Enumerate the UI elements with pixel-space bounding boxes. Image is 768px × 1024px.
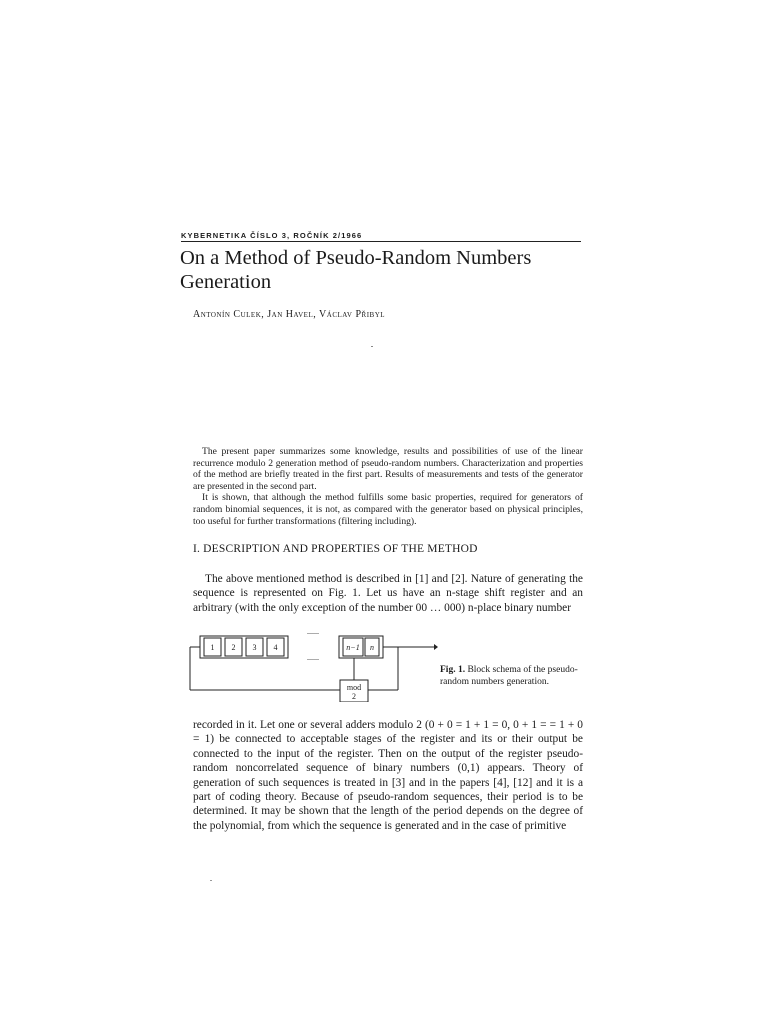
stray-speck (210, 880, 212, 881)
body-paragraph-1-continued (193, 718, 583, 833)
dots-top: ...... (307, 630, 319, 636)
figure-caption-label: Fig. 1. (440, 665, 466, 675)
cell-label: 3 (252, 643, 257, 652)
paper-authors: Antonín Culek, Jan Havel, Václav Přibyl (193, 309, 386, 320)
figure-block-schema (188, 630, 438, 702)
stray-mark (371, 346, 373, 347)
abstract (193, 446, 583, 527)
cell-label: 1 (210, 643, 215, 652)
cell-label: 2 (231, 643, 236, 652)
journal-header: KYBERNETIKA ČÍSLO 3, ROČNÍK 2/1966 (181, 231, 581, 242)
cell-label: n (370, 643, 374, 652)
abstract-paragraph-2: It is shown, that although the method fulfills some basic properties, required for generators of random binomial sequences, it is not, as compared with the generator based on physical principles, too useful for further transformations (filtering including). (193, 492, 583, 527)
body-text-after-figure: recorded in it. Let one or several adders modulo 2 (0 + 0 = 1 + 1 = 0, 0 + 1 = = 1 + 0 = 1) be connected to acceptable stages of the register and its or their output be connected to the input of the register. Then on the output of the register pseudo-random noncorrelated sequence of binary numbers (0,1) appears. Theory of generation of such sequences is treated in [3] and in the papers [4], [12] and it is a part of coding theory. Because of pseudo-random sequences, their period is to be determined. It may be shown that the length of the period depends on the degree of the polynomial, from which the sequence is generated and in the case of primitive (193, 719, 583, 832)
paper-title: On a Method of Pseudo-Random Numbers Generation (180, 247, 532, 293)
shift-register-diagram (188, 630, 438, 702)
body-text-before-figure: The above mentioned method is described in [1] and [2]. Nature of generating the sequence is represented on Fig. 1. Let us have an n-stage shift register and an arbitrary (with the only exception of the number 00 … 000) n-place binary number (193, 573, 583, 614)
adder-label-line2: 2 (352, 692, 356, 701)
abstract-paragraph-1: The present paper summarizes some knowledge, results and possibilities of use of the linear recurrence modulo 2 generation method of pseudo-random numbers. Characterization and properties of the method are briefly treated in the first part. Results of measurements and tests of the generator are presented in the second part. (193, 446, 583, 492)
cell-label: n−1 (346, 643, 360, 652)
section-heading: I. DESCRIPTION AND PROPERTIES OF THE METHOD (193, 543, 478, 555)
output-arrow-icon (434, 644, 438, 650)
figure-caption-text: Block schema of the pseudo-random numbers generation. (440, 665, 578, 687)
cell-label: 4 (273, 643, 278, 652)
figure-caption (440, 664, 580, 688)
body-paragraph-1 (193, 572, 583, 615)
adder-label-line1: mod (346, 683, 362, 692)
dots-bottom: ...... (307, 653, 319, 662)
